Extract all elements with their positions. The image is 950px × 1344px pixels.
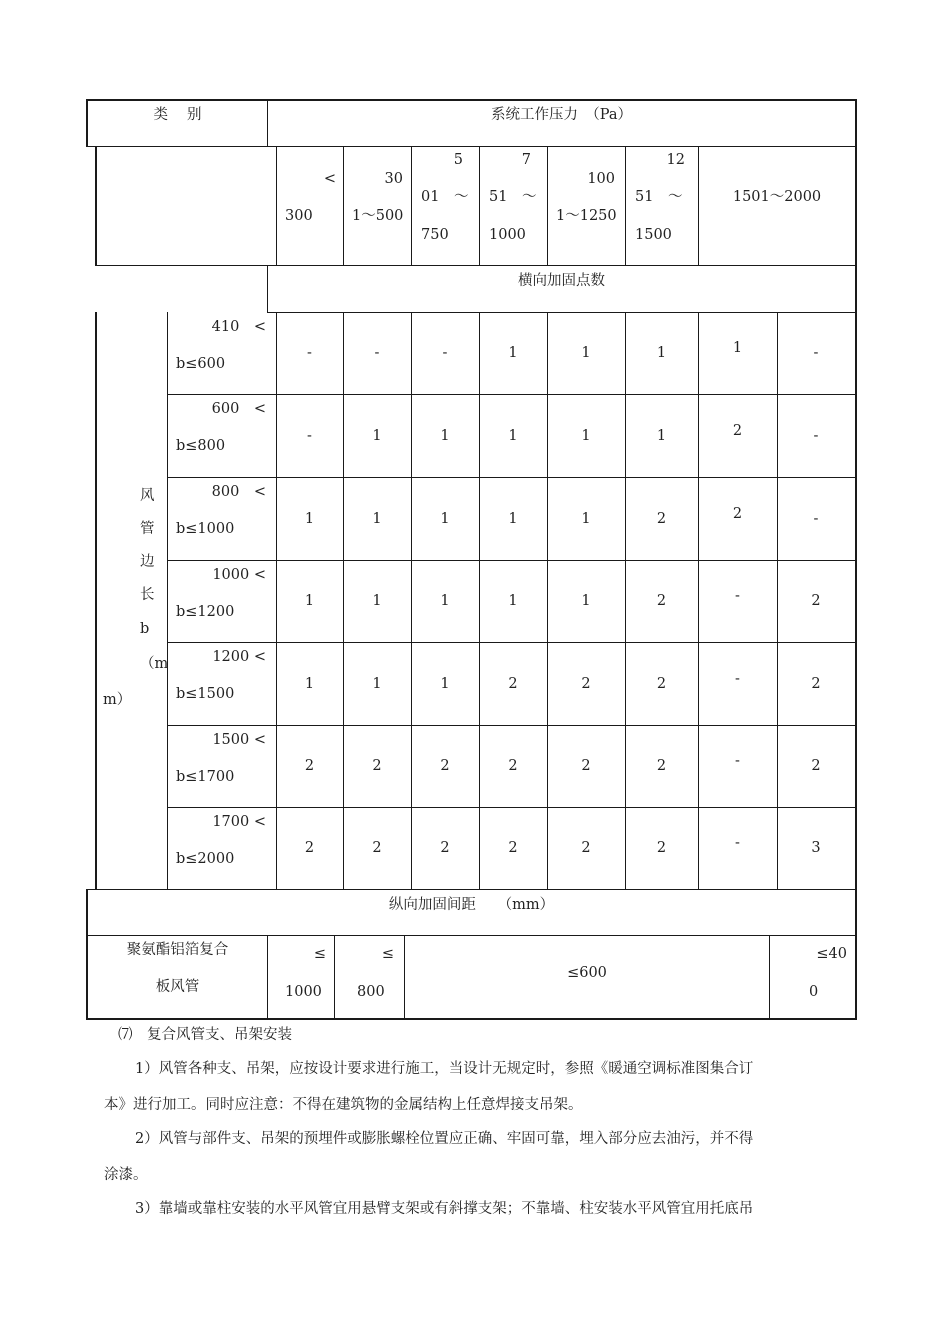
table-cell: 1 (508, 511, 518, 527)
table-cell: 2 (508, 758, 518, 774)
table-cell: 1 (508, 593, 518, 609)
table-cell: 1 (581, 428, 591, 444)
row-range-end: b≤1700 (176, 769, 235, 785)
paragraph-2-line-1: 2）风管与部件支、吊架的预埋件或膨胀螺栓位置应正确、牢固可靠，埋入部分应去油污，并不得 (135, 1131, 754, 1147)
table-cell: - (813, 511, 819, 527)
row-range-end: b≤800 (176, 438, 226, 454)
paragraph-1-line-1: 1）风管各种支、吊架，应按设计要求进行施工，当设计无规定时，参照《暖通空调标准图集合订 (135, 1061, 754, 1077)
row-range-end: b≤1200 (176, 604, 235, 620)
table-cell: 1 (304, 676, 315, 692)
table-cell: 2 (811, 593, 821, 609)
table-cell: 1 (581, 593, 591, 609)
transverse-title: 横向加固点数 (518, 273, 605, 289)
table-cell: - (735, 835, 740, 851)
table-cell: 2 (372, 758, 382, 774)
table-cell: 3 (811, 840, 821, 856)
table-cell: 2 (440, 840, 450, 856)
table-cell: 1 (508, 345, 518, 361)
table-cell: - (813, 345, 819, 361)
table-cell: 2 (440, 758, 450, 774)
row-range-end: b≤1500 (176, 686, 235, 702)
table-cell: 2 (656, 758, 667, 774)
row-range-start: 1500 < (212, 732, 266, 748)
category-header: 类 别 (153, 107, 202, 123)
row-range-start: 1000 < (212, 567, 266, 583)
longitudinal-title: 纵向加固间距 （mm） (388, 897, 555, 913)
row-range-start: 600 < (211, 401, 266, 417)
table-cell: 1 (656, 428, 667, 444)
row-range-end: b≤1000 (176, 521, 235, 537)
spacing-600: ≤600 (567, 965, 607, 981)
table-cell: 1 (304, 593, 315, 609)
table-cell: - (735, 588, 740, 604)
table-cell: 1 (440, 511, 450, 527)
table-cell: 1 (372, 428, 382, 444)
table-cell: 2 (304, 840, 315, 856)
paragraph-3-line-1: 3）靠墙或靠柱安装的水平风管宜用悬臂支架或有斜撑支架；不靠墙、柱安装水平风管宜用托底吊 (135, 1201, 754, 1217)
table-cell: 1 (372, 676, 382, 692)
pressure-header: 系统工作压力 （Pa） (491, 107, 632, 123)
table-cell: 1 (656, 345, 667, 361)
table-cell: 2 (656, 593, 667, 609)
table-cell: - (813, 428, 819, 444)
table-cell: 1 (581, 511, 591, 527)
table-cell: - (374, 345, 380, 361)
table-cell: 2 (811, 676, 821, 692)
table-cell: 2 (372, 840, 382, 856)
paragraph-2-line-2: 涂漆。 (104, 1167, 148, 1183)
paragraph-1-line-2: 本》进行加工。同时应注意：不得在建筑物的金属结构上任意焊接支吊架。 (104, 1097, 583, 1113)
table-cell: - (307, 345, 312, 361)
row-range-start: 1700 < (212, 814, 266, 830)
table-cell: - (307, 428, 312, 444)
table-cell: 2 (811, 758, 821, 774)
row-range-end: b≤2000 (176, 851, 235, 867)
row-range-start: 1200 < (212, 649, 266, 665)
table-cell: 1 (508, 428, 518, 444)
table-cell: 1 (581, 345, 591, 361)
table-cell: 1 (440, 593, 450, 609)
table-cell: - (735, 753, 740, 769)
table-cell: 2 (304, 758, 315, 774)
table-cell: 2 (508, 840, 518, 856)
table-cell: 2 (581, 840, 591, 856)
table-cell: 2 (656, 676, 667, 692)
table-cell: 2 (732, 423, 743, 439)
table-cell: 1 (440, 428, 450, 444)
table-cell: 1 (372, 511, 382, 527)
table-cell: 1 (372, 593, 382, 609)
table-cell: - (735, 671, 740, 687)
table-cell: 1 (440, 676, 450, 692)
table-cell: 2 (508, 676, 518, 692)
table-cell: - (442, 345, 448, 361)
section-heading: ⑺ 复合风管支、吊架安装 (118, 1027, 292, 1043)
row-range-start: 410 < (211, 319, 266, 335)
row-range-end: b≤600 (176, 356, 226, 372)
table-cell: 2 (732, 506, 743, 522)
table-cell: 2 (581, 758, 591, 774)
table-cell: 1 (304, 511, 315, 527)
table-cell: 2 (656, 511, 667, 527)
table-cell: 1 (732, 340, 743, 356)
table-cell: 2 (656, 840, 667, 856)
table-cell: 2 (581, 676, 591, 692)
row-range-start: 800 < (211, 484, 266, 500)
